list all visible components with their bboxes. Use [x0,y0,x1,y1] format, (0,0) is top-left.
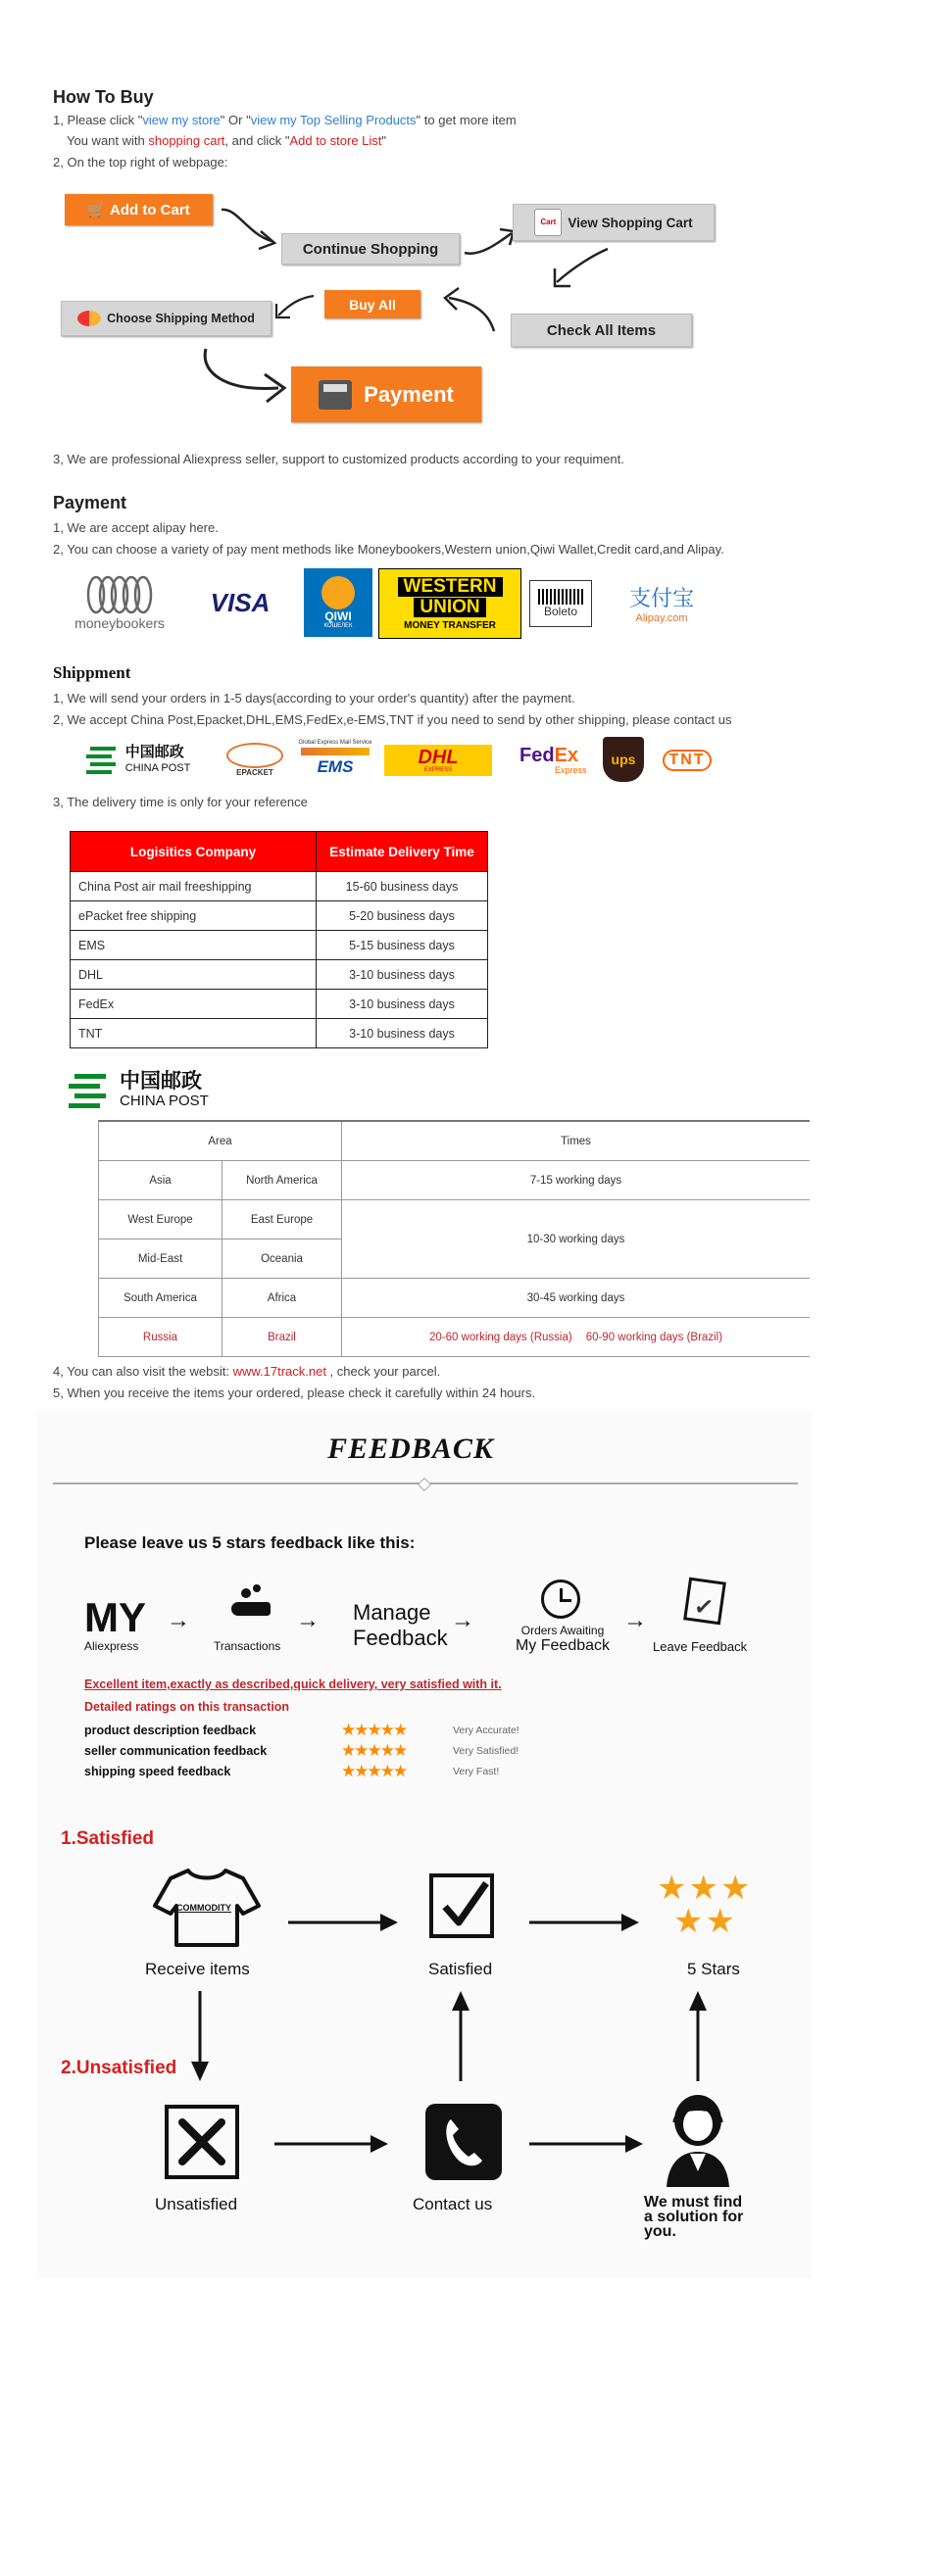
logistics-table [70,831,488,1048]
china-post-large-logo [67,1064,243,1119]
dhl-sub-text: EXPRESS [423,767,453,773]
tnt-logo [653,747,721,774]
view-shopping-cart-button[interactable] [513,204,715,241]
alipay-text: Alipay.com [635,611,688,624]
card-icon [77,311,101,326]
my-label: MY [84,1594,146,1640]
logistics-header-time: Estimate Delivery Time [317,832,488,872]
region-time-brazil: 60-90 working days (Brazil) [585,1331,723,1343]
dhl-logo [384,745,492,776]
payment-line1: 1, We are accept alipay here. [53,520,219,535]
region-brazil: Brazil [222,1318,342,1357]
cart-badge-icon: Cart [534,209,562,236]
ems-stripe-icon [301,748,370,755]
visa-logo: VISA [210,587,271,617]
line1-mid: " Or " [220,113,251,127]
rating-label: product description feedback [84,1724,257,1737]
china-post-large-en: CHINA POST [120,1093,209,1109]
alipay-cn-text: 支付宝 [628,586,694,611]
support-agent-icon [661,2093,735,2187]
boleto-text: Boleto [543,605,578,618]
satisfied-check-icon [429,1873,494,1938]
qiwi-circle-icon [321,576,355,609]
continue-shopping-button[interactable]: Continue Shopping [281,233,460,265]
arrow-up-icon [449,1989,472,2085]
transactions-hand-icon [227,1584,276,1624]
shipment-line3: 3, The delivery time is only for your reference [53,795,308,809]
commodity-label: COMMODITY [176,1903,231,1913]
contact-us-label: Contact us [413,2195,493,2213]
line1-suffix: " to get more item [416,113,517,127]
alipay-logo [613,573,711,632]
fedex-ex: Ex [554,745,579,766]
qiwi-text: QIWI [324,609,352,623]
how-to-buy-title: How To Buy [53,87,154,107]
tnt-text: TNT [663,750,711,771]
china-post-cn: 中国邮政 [124,744,184,760]
arrow-right-icon [527,1911,643,1934]
five-stars-label: 5 Stars [687,1960,740,1978]
shipment-line4 [53,1363,440,1380]
boleto-logo [529,580,592,627]
satisfied-label: Satisfied [428,1960,493,1978]
region-mid-east: Mid-East [99,1239,222,1279]
rating-stars: ★★★★★ [341,1741,407,1760]
clipboard-check-icon: ✓ [683,1578,726,1626]
logistics-time: 3-10 business days [317,990,488,1019]
china-post-region-table [98,1120,810,1357]
moneybookers-rings-icon [80,574,159,615]
orders-awaiting-line1: Orders Awaiting [520,1624,605,1637]
rating-label: shipping speed feedback [84,1765,231,1778]
arrow-to-check-all-icon [545,245,614,292]
solution-line1: We must find [644,2194,743,2211]
epacket-swoosh-icon [226,743,283,768]
view-store-link[interactable]: view my store [142,113,221,127]
epacket-text: EPACKET [236,767,273,777]
logistics-company: China Post air mail freeshipping [71,872,317,901]
add-to-cart-button[interactable] [65,194,213,225]
region-time-1: 7-15 working days [342,1161,810,1200]
view-cart-label: View Shopping Cart [568,215,693,230]
payment-label: Payment [364,381,454,407]
region-africa: Africa [222,1279,342,1318]
region-asia: Asia [99,1161,222,1200]
wu-line3: MONEY TRANSFER [404,619,496,631]
aliexpress-label: Aliexpress [84,1639,139,1653]
wu-line2: UNION [414,598,485,617]
rating-stars: ★★★★★ [341,1762,407,1780]
rating-note: Very Satisfied! [453,1745,519,1757]
rating-label: seller communication feedback [84,1744,268,1758]
orders-awaiting-label [514,1624,612,1655]
payment-button[interactable] [291,366,481,422]
choose-shipping-label: Choose Shipping Method [107,312,255,325]
arrow-right-icon: → [296,1607,320,1633]
arrow-right-icon [286,1911,402,1934]
china-post-en: CHINA POST [124,762,191,774]
logistics-time: 3-10 business days [317,960,488,990]
arrow-to-payment-icon [196,345,294,406]
arrow-down-icon [188,1989,212,2085]
region-east-europe: East Europe [222,1200,342,1239]
dhl-text: DHL [418,747,459,768]
fedex-fed: Fed [519,745,555,766]
track-link[interactable]: www.17track.net [232,1364,326,1379]
region-time-3: 30-45 working days [342,1279,810,1318]
qiwi-sub-text: КОШЕЛЕК [323,623,353,629]
table-row [71,872,488,901]
arrow-to-shipping-icon [271,290,318,323]
logistics-company: ePacket free shipping [71,901,317,931]
logistics-time: 5-20 business days [317,901,488,931]
region-time-russia: 20-60 working days (Russia) [428,1331,572,1343]
logistics-table-header [71,832,488,872]
transactions-label: Transactions [214,1639,281,1653]
logistics-time: 15-60 business days [317,872,488,901]
add-to-cart-label: Add to Cart [110,201,190,219]
logistics-header-company: Logisitics Company [71,832,317,872]
shipment-line5: 5, When you receive the items your ordered, please check it carefully within 24 hours. [53,1385,536,1400]
arrow-up-icon [686,1989,710,2085]
feedback-title: FEEDBACK [327,1433,494,1465]
region-header-times: Times [342,1122,810,1161]
unsatisfied-heading: 2.Unsatisfied [61,2058,177,2078]
clock-icon [541,1580,580,1619]
ups-text: ups [611,752,636,767]
logistics-company: EMS [71,931,317,960]
barcode-icon [538,589,583,605]
region-russia: Russia [99,1318,222,1357]
detailed-ratings-text: Detailed ratings on this transaction [84,1700,290,1714]
ems-logo [297,737,373,780]
arrow-right-icon: → [167,1607,190,1633]
shipment-line1: 1, We will send your orders in 1-5 days(according to your order's quantity) after the payment. [53,691,575,705]
orders-awaiting-line2: My Feedback [515,1637,611,1654]
shipment-title: Shippment [53,663,131,682]
how-to-buy-line1 [53,112,517,128]
top-selling-link[interactable]: view my Top Selling Products [250,113,417,127]
receive-items-label: Receive items [145,1960,250,1978]
manage-feedback-label [353,1600,448,1651]
region-time-2: 10-30 working days [342,1200,810,1279]
add-to-store-text: Add to store List [289,133,382,148]
arrow-right-icon [527,2132,649,2156]
buy-all-button[interactable]: Buy All [324,290,420,318]
cart-icon: 🛒 [87,202,106,219]
unsatisfied-x-icon [165,2105,239,2179]
logistics-company: DHL [71,960,317,990]
line4-prefix: 4, You can also visit the websit: [53,1364,233,1379]
manage-line1: Manage [353,1600,431,1625]
arrow-to-buy-all-icon [439,286,502,337]
region-west-europe: West Europe [99,1200,222,1239]
rating-note: Very Accurate! [453,1725,519,1736]
manage-line2: Feedback [353,1626,448,1650]
table-row [71,1019,488,1048]
western-union-logo [378,568,521,639]
line2-prefix: You want with [67,133,149,148]
logistics-company: TNT [71,1019,317,1048]
table-row [71,931,488,960]
shopping-cart-text: shopping cart [148,133,225,148]
arrow-right-icon: → [451,1607,474,1633]
five-stars-icon: ★★★ ★★ [657,1870,753,1940]
solution-line3: you. [644,2223,676,2240]
how-to-buy-line4: 3, We are professional Aliexpress seller, support to customized products according to your requiment. [53,452,624,466]
payment-line2: 2, You can choose a variety of pay ment methods like Moneybookers,Western union,Qiwi Wallet,Credit card,and Alipay. [53,542,724,557]
leave-feedback-heading: Please leave us 5 stars feedback like this: [84,1533,416,1552]
shipment-line2: 2, We accept China Post,Epacket,DHL,EMS,FedEx,e-EMS,TNT if you need to send by other shipping, please contact us [53,712,732,727]
epacket-logo [221,740,289,779]
china-post-large-emblem-icon [67,1070,110,1113]
qiwi-logo [304,568,372,637]
arrow-to-continue-icon [218,204,286,259]
cash-register-icon [319,380,352,410]
fedex-logo [519,743,598,778]
line4-suffix: , check your parcel. [325,1364,441,1379]
fedex-sub: Express [555,765,587,775]
region-south-america: South America [99,1279,222,1318]
table-row [71,990,488,1019]
rating-note: Very Fast! [453,1766,500,1777]
region-oceania: Oceania [222,1239,342,1279]
logistics-time: 3-10 business days [317,1019,488,1048]
leave-feedback-label: Leave Feedback [653,1639,748,1654]
line1-prefix: 1, Please click " [53,113,143,127]
how-to-buy-line2 [67,132,386,149]
region-header-area: Area [99,1122,342,1161]
phone-icon [425,2104,502,2180]
how-to-buy-line3: 2, On the top right of webpage: [53,155,228,170]
logistics-time: 5-15 business days [317,931,488,960]
line2-suffix: " [381,133,387,148]
solution-line2: a solution for [644,2209,744,2225]
payment-title: Payment [53,493,127,512]
choose-shipping-method-button[interactable] [61,301,272,336]
satisfied-heading: 1.Satisfied [61,1828,155,1849]
check-all-items-button[interactable]: Check All Items [511,314,692,347]
table-row [71,960,488,990]
excellent-text: Excellent item,exactly as described,quick delivery, very satisfied with it. [84,1677,502,1691]
china-post-logo [69,741,206,780]
unsatisfied-label: Unsatisfied [155,2195,238,2213]
rating-stars: ★★★★★ [341,1721,407,1739]
ups-logo [603,737,644,782]
region-time-4 [342,1318,810,1357]
table-row [71,901,488,931]
ems-top-text: Global Express Mail Service [298,740,372,746]
china-post-emblem-icon [84,743,120,778]
region-north-america: North America [222,1161,342,1200]
arrow-right-icon [272,2132,394,2156]
moneybookers-text: moneybookers [74,615,165,631]
moneybookers-logo [61,568,178,637]
wu-line1: WESTERN [398,577,503,597]
arrow-right-icon: → [623,1607,647,1633]
line2-mid: , and click " [224,133,290,148]
solution-label [644,2195,743,2239]
logistics-company: FedEx [71,990,317,1019]
china-post-large-cn: 中国邮政 [120,1070,202,1093]
ems-text: EMS [317,757,354,776]
